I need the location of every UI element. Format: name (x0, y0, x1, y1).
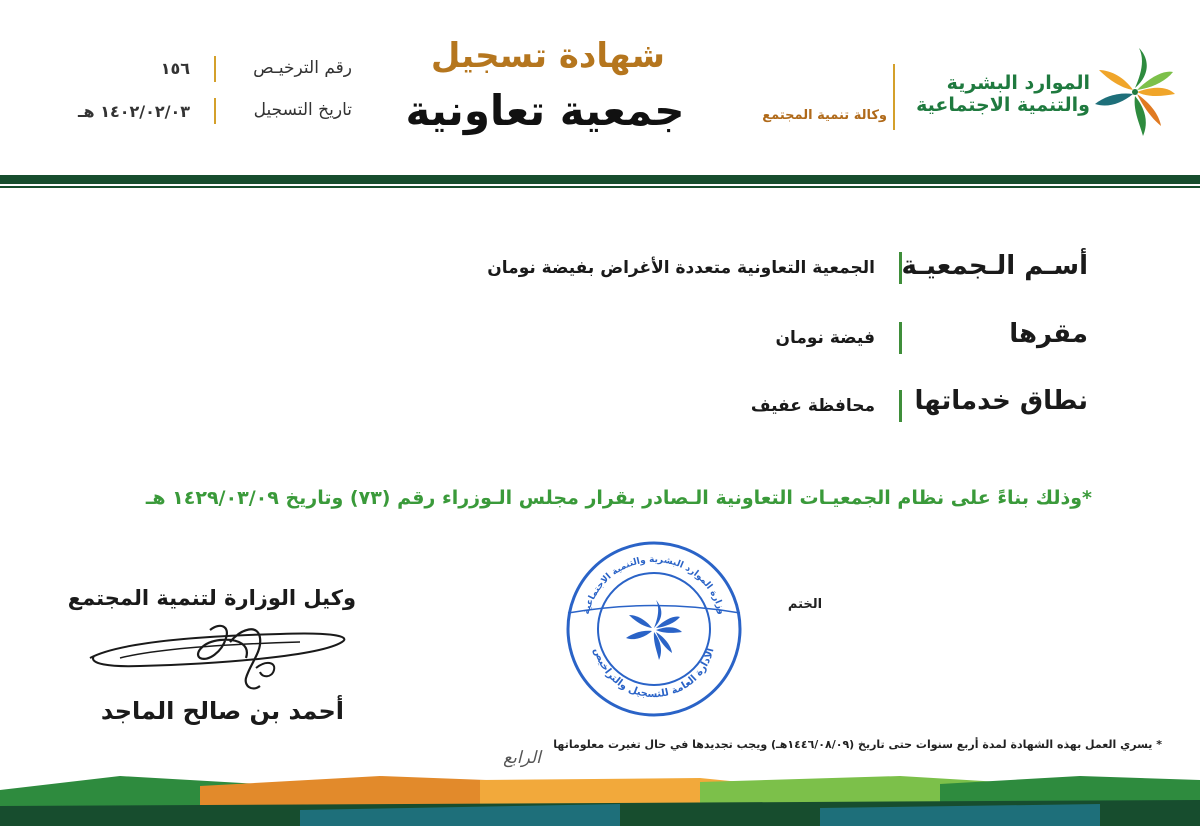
legal-basis-note: *وذلك بناءً على نظام الجمعيـات التعاونية الـصادر بقرار مجلس الـوزراء رقم (٧٣) وتاريخ ١٤٢٩/٠٣/٠٩ هـ (145, 487, 1092, 509)
ministry-name (916, 72, 1090, 116)
license-number-label: رقم الترخيـص (253, 58, 352, 78)
field-divider (899, 390, 902, 422)
ministry-logo-icon (1095, 48, 1175, 148)
association-name-label: أسـم الـجمعيـة (901, 251, 1088, 281)
service-scope-value: محافظة عفيف (750, 396, 875, 416)
svg-text:الادارة العامة للتسجيل والتراخ (591, 647, 716, 701)
official-stamp (563, 538, 745, 720)
headquarters-label: مقرها (1009, 319, 1088, 349)
header-divider (893, 64, 895, 130)
signer-name: أحمد بن صالح الماجد (100, 697, 344, 725)
certificate-subtitle: جمعية تعاونية (405, 86, 685, 135)
ministry-name-line1: الموارد البشرية (946, 72, 1090, 94)
registration-date-divider (214, 98, 216, 124)
ministry-name-line2: والتنمية الاجتماعية (916, 94, 1090, 116)
registration-date-value: ١٤٠٢/٠٢/٠٣ هـ (78, 102, 190, 121)
association-name-value: الجمعية التعاونية متعددة الأغراض بفيضة نومان (487, 258, 875, 278)
header-band (0, 175, 1200, 184)
agency-name: وكالة تنمية المجتمع (762, 108, 887, 123)
registration-date-label: تاريخ التسجيل (253, 100, 352, 120)
stamp-ring-top-text: وزارة الموارد البشرية والتنمية الاجتماعية (581, 554, 727, 616)
license-divider (214, 56, 216, 82)
headquarters-value: فيضة نومان (775, 328, 875, 348)
handwritten-signature (80, 612, 360, 704)
header-band-line (0, 186, 1200, 188)
signer-title: وكيل الوزارة لتنمية المجتمع (67, 586, 356, 610)
validity-footnote: * يسري العمل بهذه الشهادة لمدة أربع سنوات حتى تاريخ (١٤٤٦/٠٨/٠٩هـ) ويجب تجديدها في حال تغيرت معلوماتها (553, 738, 1162, 751)
handwritten-note: الرابع (503, 748, 541, 768)
certificate-title: شهادة تسجيل (430, 36, 665, 76)
stamp-label: الختم (787, 597, 823, 612)
field-divider (899, 252, 902, 284)
bottom-decorative-band (0, 770, 1200, 826)
service-scope-label: نطاق خدماتها (914, 386, 1088, 416)
stamp-emblem-icon (626, 600, 682, 660)
license-number-value: ١٥٦ (160, 59, 190, 78)
field-divider (899, 322, 902, 354)
stamp-ring-bottom-text: الادارة العامة للتسجيل والتراخيص (591, 646, 717, 701)
